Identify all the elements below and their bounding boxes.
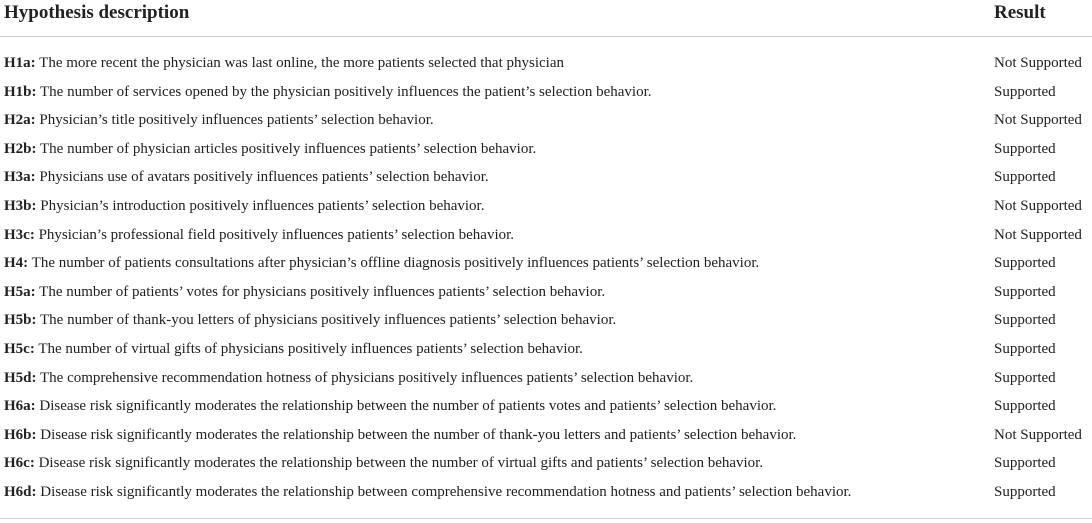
result-cell: Supported	[994, 369, 1056, 386]
hypothesis-cell	[4, 421, 796, 450]
hypothesis-id: H5d:	[4, 369, 37, 386]
hypothesis-text: Disease risk significantly moderates the relationship between the number of virtual gifts and patients’ selection behavior.	[38, 455, 764, 472]
hypothesis-text: Physicians use of avatars positively influences patients’ selection behavior.	[39, 169, 489, 186]
hypothesis-cell	[4, 306, 616, 335]
table-row	[0, 364, 1092, 393]
hypothesis-cell	[4, 163, 489, 192]
hypothesis-id: H6d:	[4, 483, 37, 500]
hypothesis-id: H6a:	[4, 398, 36, 415]
hypothesis-text: The comprehensive recommendation hotness of physicians positively influences patients’ selection behavior.	[40, 369, 694, 386]
hypothesis-text: Physician’s professional field positively influences patients’ selection behavior.	[38, 226, 515, 243]
table-row	[0, 392, 1092, 421]
hypothesis-cell	[4, 106, 434, 135]
table-row	[0, 221, 1092, 250]
hypothesis-text: The number of patients’ votes for physicians positively influences patients’ selection behavior.	[39, 283, 606, 300]
hypothesis-text: The number of patients consultations after physician’s offline diagnosis positively influences patients’ selection behavior.	[31, 255, 760, 272]
table-row	[0, 135, 1092, 164]
result-cell: Supported	[994, 455, 1056, 472]
hypothesis-id: H3c:	[4, 226, 35, 243]
table-row	[0, 306, 1092, 335]
hypothesis-cell	[4, 221, 514, 250]
result-cell: Supported	[994, 312, 1056, 329]
hypothesis-text: Disease risk significantly moderates the relationship between the number of thank-you letters and patients’ selection behavior.	[40, 426, 797, 443]
result-cell: Supported	[994, 340, 1056, 357]
hypothesis-cell	[4, 192, 484, 221]
header-hypothesis-description: Hypothesis description	[4, 2, 190, 23]
hypothesis-id: H6c:	[4, 455, 35, 472]
result-cell: Supported	[994, 169, 1056, 186]
hypothesis-id: H5a:	[4, 283, 36, 300]
hypothesis-id: H3b:	[4, 197, 37, 214]
table-row	[0, 335, 1092, 364]
hypothesis-text: The number of physician articles positively influences patients’ selection behavior.	[40, 140, 537, 157]
table-body	[0, 49, 1092, 507]
hypothesis-text: Disease risk significantly moderates the relationship between the number of patients votes and patients’ selection behavior.	[39, 398, 777, 415]
table-row	[0, 49, 1092, 78]
hypothesis-cell	[4, 278, 605, 307]
hypothesis-cell	[4, 364, 693, 393]
table-bottom-rule	[0, 518, 1092, 519]
hypothesis-cell	[4, 249, 759, 278]
result-cell: Not Supported	[994, 112, 1082, 129]
table-row	[0, 278, 1092, 307]
result-cell: Supported	[994, 140, 1056, 157]
result-cell: Supported	[994, 255, 1056, 272]
hypothesis-text: The more recent the physician was last online, the more patients selected that physician	[39, 55, 564, 71]
table-row	[0, 192, 1092, 221]
result-cell: Supported	[994, 483, 1056, 500]
hypothesis-id: H2a:	[4, 112, 36, 129]
hypothesis-id: H5b:	[4, 312, 37, 329]
hypothesis-cell	[4, 478, 851, 507]
hypothesis-id: H6b:	[4, 426, 37, 443]
hypothesis-cell	[4, 335, 583, 364]
table-row	[0, 249, 1092, 278]
hypothesis-cell	[4, 135, 536, 164]
hypothesis-id: H4:	[4, 255, 29, 272]
hypothesis-cell	[4, 449, 763, 478]
hypothesis-id: H1b:	[4, 83, 37, 100]
hypothesis-text: The number of services opened by the physician positively influences the patient’s selection behavior.	[40, 83, 652, 100]
hypothesis-cell	[4, 49, 564, 78]
table-row	[0, 449, 1092, 478]
table-header	[0, 0, 1092, 37]
header-result: Result	[994, 2, 1046, 23]
table-row	[0, 78, 1092, 107]
result-cell: Not Supported	[994, 197, 1082, 214]
hypothesis-text: Physician’s introduction positively influences patients’ selection behavior.	[40, 197, 485, 214]
result-cell: Supported	[994, 283, 1056, 300]
hypothesis-id: H1a:	[4, 55, 36, 71]
table-row	[0, 478, 1092, 507]
hypothesis-id: H2b:	[4, 140, 37, 157]
result-cell: Not Supported	[994, 426, 1082, 443]
hypothesis-text: Disease risk significantly moderates the relationship between comprehensive recommendation hotness and patients’ selection behavior.	[40, 483, 852, 500]
result-cell: Supported	[994, 398, 1056, 415]
hypothesis-text: Physician’s title positively influences patients’ selection behavior.	[39, 112, 434, 129]
table-row	[0, 421, 1092, 450]
hypothesis-id: H3a:	[4, 169, 36, 186]
table-row	[0, 163, 1092, 192]
hypothesis-cell	[4, 392, 776, 421]
result-cell: Supported	[994, 83, 1056, 100]
hypothesis-id: H5c:	[4, 340, 35, 357]
result-cell: Not Supported	[994, 55, 1082, 71]
hypothesis-cell	[4, 78, 652, 107]
hypothesis-text: The number of virtual gifts of physicians positively influences patients’ selection behavior.	[38, 340, 583, 357]
hypothesis-text: The number of thank-you letters of physicians positively influences patients’ selection behavior.	[40, 312, 617, 329]
result-cell: Not Supported	[994, 226, 1082, 243]
table-row	[0, 106, 1092, 135]
